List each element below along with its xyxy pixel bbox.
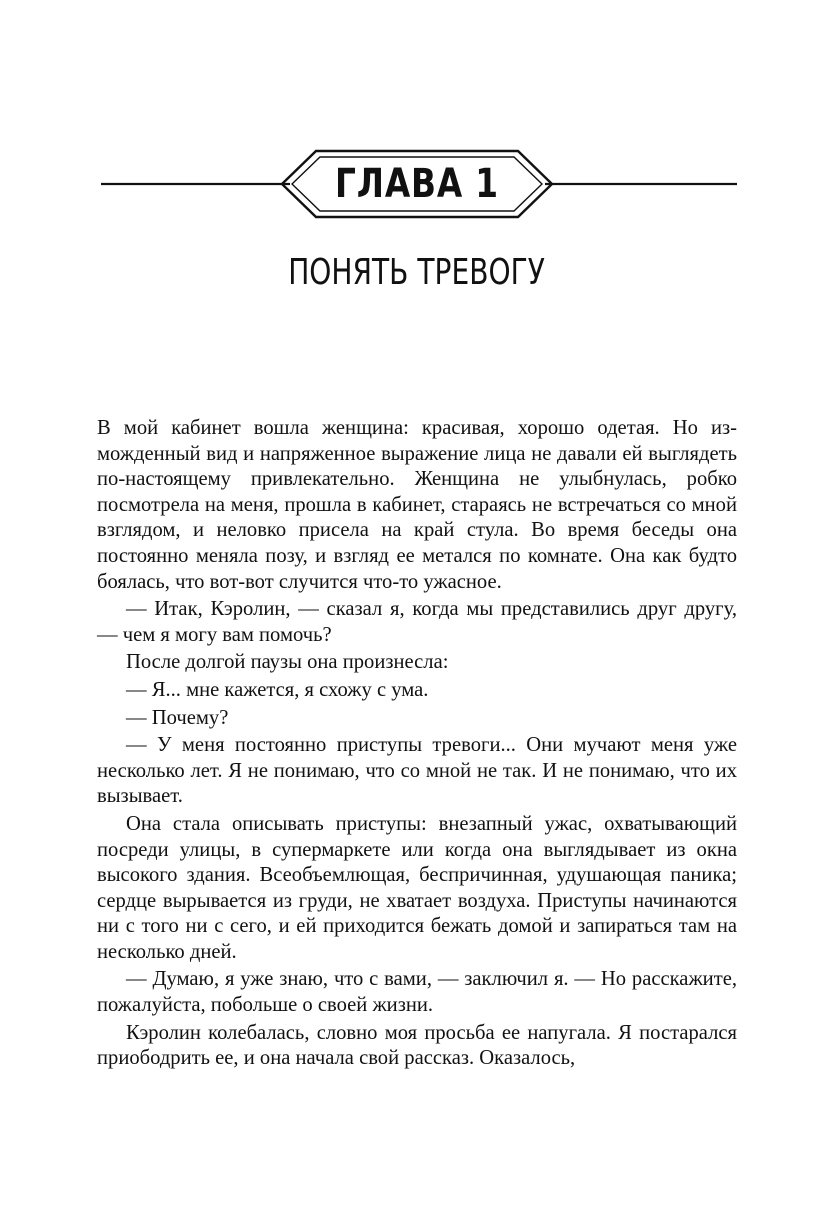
paragraph: — Почему? <box>126 706 229 729</box>
paragraph: После долгой паузы она произнесла: <box>126 651 449 674</box>
chapter-title: ПОНЯТЬ ТРЕВОГУ <box>288 252 545 293</box>
paragraph: — Итак, Кэролин, — сказал я, когда мы представились друг другу, — чем я могу вам помочь? <box>97 598 737 646</box>
body-text <box>97 416 737 1072</box>
paragraph: Она стала описывать приступы: внезапный ужас, охватывающий посреди улицы, в супермаркете или когда она выглядывает из окна высокого здания. Всеобъемлющая, беспричинная, удушающая паника; сердце вырывается из груди, не хватает воздуха. Приступы начинаются ни с того ни с сего, и ей приходится бежать домой и запираться там на несколько дней. <box>97 812 737 963</box>
paragraph: — Думаю, я уже знаю, что с вами, — заключил я. — Но расскажите, пожалуйста, побольше о своей жизни. <box>97 968 737 1017</box>
chapter-header <box>0 148 833 220</box>
chapter-label: ГЛАВА 1 <box>335 161 499 207</box>
paragraph: В мой кабинет вошла женщина: красивая, хорошо одетая. Но изможденный вид и напряженное выражение лица не давали ей выглядеть по-настоящему привлекательно. Женщина не улыбнулась, робко посмотрела на меня, прошла в кабинет, стараясь не встречаться со мной взглядом, и неловко присела на край стула. Во время беседы она постоянно меняла позу, и взгляд ее метался по комнате. Она как будто боялась, что вот-вот случится что-то ужасное. <box>97 417 737 593</box>
paragraph: — У меня постоянно приступы тревоги... Они мучают меня уже несколько лет. Я не понимаю, что со мной не так. И не понимаю, что их вызывает. <box>97 734 737 808</box>
paragraph: — Я... мне кажется, я схожу с ума. <box>126 678 429 701</box>
paragraph: Кэролин колебалась, словно моя просьба ее напугала. Я постарался приободрить ее, и она начала свой рассказ. Оказалось, <box>97 1021 737 1070</box>
